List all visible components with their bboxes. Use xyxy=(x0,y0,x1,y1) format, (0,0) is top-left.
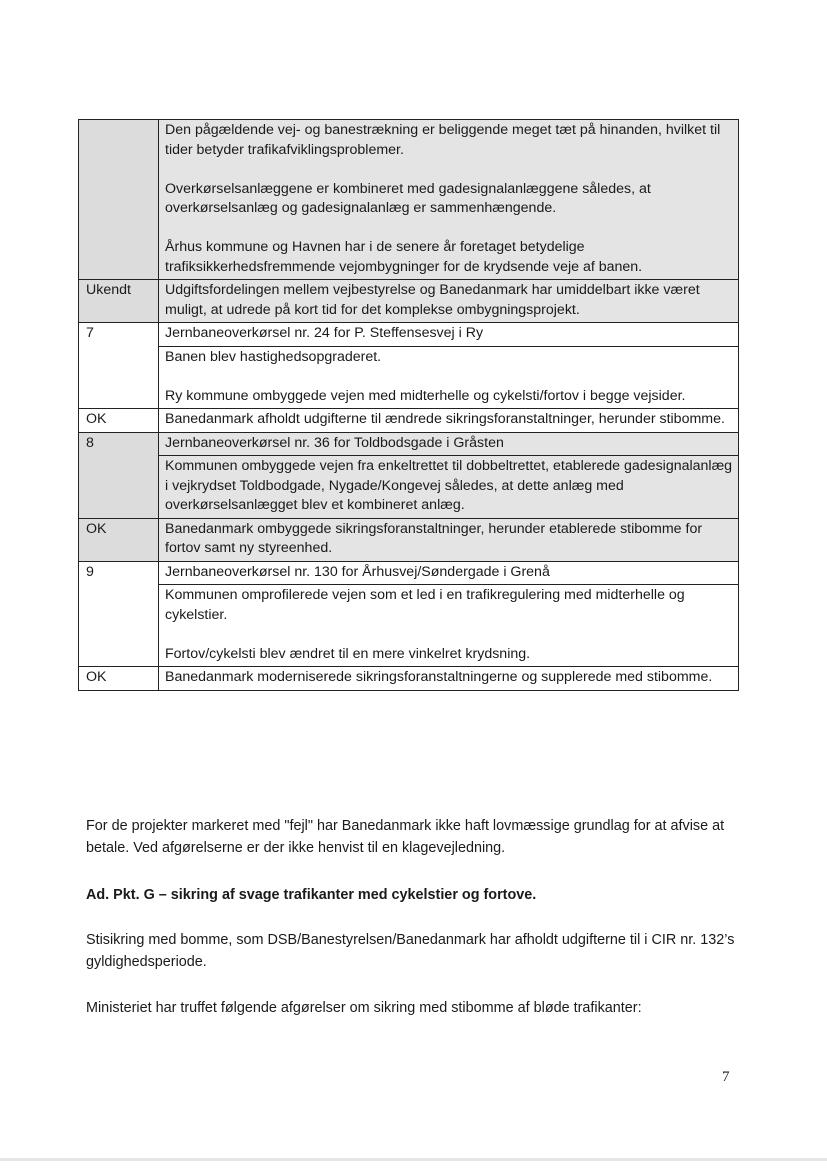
row-status-cell xyxy=(79,585,159,667)
row-text-cell xyxy=(159,585,739,667)
row-paragraph: Banedanmark moderniserede sikringsforanstaltningerne og supplerede med stibomme. xyxy=(165,669,713,685)
row-text-cell xyxy=(159,432,739,456)
row-paragraph: Banen blev hastighedsopgraderet. xyxy=(165,348,382,365)
row-paragraph: Udgiftsfordelingen mellem vejbestyrelse og Banedanmark har umiddelbart ikke været muligt, at udrede på kort tid for det komplekse ombygningsprojekt. xyxy=(165,282,700,318)
row-status-cell: Ukendt xyxy=(79,280,159,323)
table-row xyxy=(79,280,739,323)
row-paragraph: Banedanmark afholdt udgifterne til ændrede sikringsforanstaltninger, herunder stibomme. xyxy=(165,411,725,427)
section-heading: Ad. Pkt. G – sikring af svage trafikanter med cykelstier og fortove. xyxy=(86,887,537,903)
row-paragraph: Banedanmark ombyggede sikringsforanstaltninger, herunder etablerede stibomme for fortov samt ny styreenhed. xyxy=(165,520,703,556)
row-paragraph: Ry kommune ombyggede vejen med midterhelle og cykelsti/fortov i begge vejsider. xyxy=(165,387,686,404)
row-text-cell xyxy=(159,280,739,323)
table-row xyxy=(79,585,739,667)
page-number: 7 xyxy=(722,1069,730,1085)
row-text-cell xyxy=(159,409,739,433)
row-paragraph: Jernbaneoverkørsel nr. 130 for Århusvej/Søndergade i Grenå xyxy=(165,563,550,580)
row-text-cell xyxy=(159,518,739,561)
row-status-cell xyxy=(79,456,159,519)
row-text-cell xyxy=(159,667,739,691)
table-row xyxy=(79,409,739,433)
row-status-cell xyxy=(79,346,159,409)
row-paragraph: Jernbaneoverkørsel nr. 36 for Toldbodsgade i Gråsten xyxy=(165,434,504,451)
table-row xyxy=(79,561,739,585)
row-status-cell: OK xyxy=(79,667,159,691)
table-row xyxy=(79,120,739,280)
table-row xyxy=(79,323,739,347)
table-row xyxy=(79,456,739,519)
row-text-cell xyxy=(159,456,739,519)
table-row xyxy=(79,667,739,691)
paragraph-gap xyxy=(165,160,734,180)
paragraph-ministry-decisions: Ministeriet har truffet følgende afgørelser om sikring med stibomme af bløde trafikanter: xyxy=(86,1000,642,1016)
row-status-cell: 9 xyxy=(79,561,159,585)
paragraph-gap xyxy=(165,367,734,387)
paragraph-gap xyxy=(165,625,734,645)
scan-edge xyxy=(0,1158,827,1161)
row-paragraph: Fortov/cykelsti blev ændret til en mere vinkelret krydsning. xyxy=(165,645,531,662)
row-status-cell: 8 xyxy=(79,432,159,456)
table-row xyxy=(79,346,739,409)
row-paragraph: Kommunen ombyggede vejen fra enkeltrettet til dobbeltrettet, etablerede gadesignalanlæg i vejkrydset Toldbodgade, Nygade/Kongevej således, at dette anlæg med overkørselsanlægget blev et kombineret anlæg. xyxy=(165,458,733,513)
row-paragraph: Jernbaneoverkørsel nr. 24 for P. Steffensesvej i Ry xyxy=(165,325,484,341)
table-row xyxy=(79,518,739,561)
row-paragraph: Århus kommune og Havnen har i de senere år foretaget betydelige trafiksikkerhedsfremmende vejombygninger for de krydsende veje af banen. xyxy=(165,239,643,275)
row-paragraph: Overkørselsanlæggene er kombineret med gadesignalanlæggene således, at overkørselsanlæg og gadesignalanlæg er sammenhængende. xyxy=(165,180,651,216)
row-status-cell: OK xyxy=(79,409,159,433)
row-text-cell xyxy=(159,561,739,585)
row-paragraph: Kommunen omprofilerede vejen som et led i en trafikregulering med midterhelle og cykelstier. xyxy=(165,587,685,623)
row-text-cell xyxy=(159,323,739,347)
row-status-cell xyxy=(79,120,159,280)
row-text-cell xyxy=(159,120,739,280)
row-text-cell xyxy=(159,346,739,409)
decisions-table-body xyxy=(79,120,739,691)
paragraph-stisikring: Stisikring med bomme, som DSB/Banestyrelsen/Banedanmark har afholdt udgifterne til i CIR nr. 132’s gyldighedsperiode. xyxy=(86,932,735,970)
table-row xyxy=(79,432,739,456)
paragraph-errors: For de projekter markeret med "fejl" har Banedanmark ikke haft lovmæssige grundlag for at afvise at betale. Ved afgørelserne er der ikke henvist til en klagevejledning. xyxy=(86,818,725,856)
decisions-table xyxy=(78,119,739,691)
row-status-cell: 7 xyxy=(79,323,159,347)
paragraph-gap xyxy=(165,219,734,239)
row-status-cell: OK xyxy=(79,518,159,561)
row-paragraph: Den pågældende vej- og banestrækning er beliggende meget tæt på hinanden, hvilket til tider betyder trafikafviklingsproblemer. xyxy=(165,122,721,158)
